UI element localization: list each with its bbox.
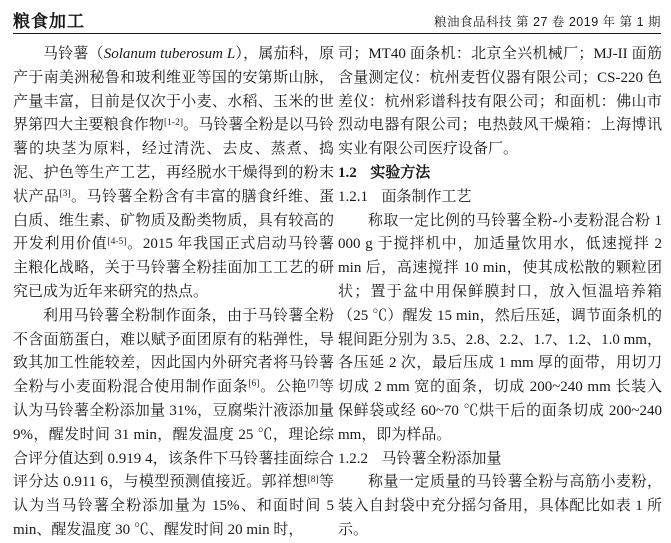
journal-info: 粮油食品科技 第 27 卷 2019 年 第 1 期: [434, 15, 661, 29]
right-column: [338, 43, 662, 543]
research-paragraph: 利用马铃薯全粉制作面条，由于马铃薯全粉不含面筋蛋白，难以赋予面团原有的粘弹性，导致其加工性能较差，因此国内外研究者将马铃薯全粉与小麦面粉混合使用制作面条[6]。公艳[7]等认为马铃薯全粉添加量 31%，豆腐柴汁液添加量 9%，醒发时间 31 min，醒发温度 25 ℃，理论综合评分值达到 0.919 4，该条件下马铃薯挂面综合评分达 0.911 6，与模型预测值接近。郭祥想[8]等认为当马铃薯全粉添加量为 15%、和面时间 5 min、醒发温度 30 ℃、醒发时间 20 min 时，: [13, 307, 334, 538]
left-column: [13, 43, 334, 543]
flour-ratio-paragraph: 称量一定质量的马铃薯全粉与高筋小麦粉，装入自封袋中充分摇匀备用，具体配比如表 1 所示。: [338, 474, 662, 538]
section-label: 粮食加工: [13, 12, 85, 31]
heading-flour-ratio-number: 1.2.2: [338, 450, 368, 467]
heading-methods: [338, 162, 662, 186]
heading-noodle-process-title: 面条制作工艺: [381, 188, 472, 205]
noodle-process-paragraph: 称取一定比例的马铃薯全粉-小麦粉混合粉 1 000 g 于搅拌机中，加适量饮用水，低速搅拌 2 min 后，高速搅拌 10 min，使其成松散的颗粒团状；置于盆中用保鲜膜封口，放入恒温培养箱（25 ℃）醒发 15 min，然后压延，调节面条机的辊间距分别为 3.5、2.8、2.2、1.7、1.2、1.0 mm，各压延 2 次，最后压成 1 mm 厚的面带，用切刀切成 2 mm 宽的面条，切成 200~240 mm 长装入保鲜袋或经 60~70 ℃烘干后的面条切成 200~240 mm，即为样品。: [338, 212, 662, 443]
heading-noodle-process-number: 1.2.1: [338, 188, 368, 205]
heading-flour-ratio: [338, 448, 662, 472]
heading-noodle-process: [338, 186, 662, 210]
intro-paragraph: 马铃薯（Solanum tuberosum L），属茄科，原产于南美洲秘鲁和玻利维亚等国的安第斯山脉，产量丰富，目前是仅次于小麦、水稻、玉米的世界第四大主要粮食作物[1-2]。马铃薯全粉是以马铃薯的块茎为原料，经过清洗、去皮、蒸煮、捣泥、护色等生产工艺，再经脱水干燥得到的粉末状产品[3]。马铃薯全粉含有丰富的膳食纤维、蛋白质、维生素、矿物质及酚类物质，具有较高的开发利用价值[4-5]。2015 年我国正式启动马铃薯主粮化战略，关于马铃薯全粉挂面加工工艺的研究已成为近年来研究的热点。: [13, 46, 334, 300]
page-header: [13, 7, 661, 32]
header-rule: [13, 33, 661, 34]
instruments-paragraph: 司；MT40 面条机：北京全兴机械厂；MJ-II 面筋含量测定仪：杭州麦哲仪器有限公司；CS-220 色差仪：杭州彩谱科技有限公司；和面机：佛山市烈动电器有限公司；电热鼓风干燥箱：上海博讯实业有限公司医疗设备厂。: [338, 46, 662, 158]
heading-methods-title: 实验方法: [370, 164, 431, 181]
heading-flour-ratio-title: 马铃薯全粉添加量: [381, 450, 502, 467]
heading-methods-number: 1.2: [338, 164, 357, 181]
